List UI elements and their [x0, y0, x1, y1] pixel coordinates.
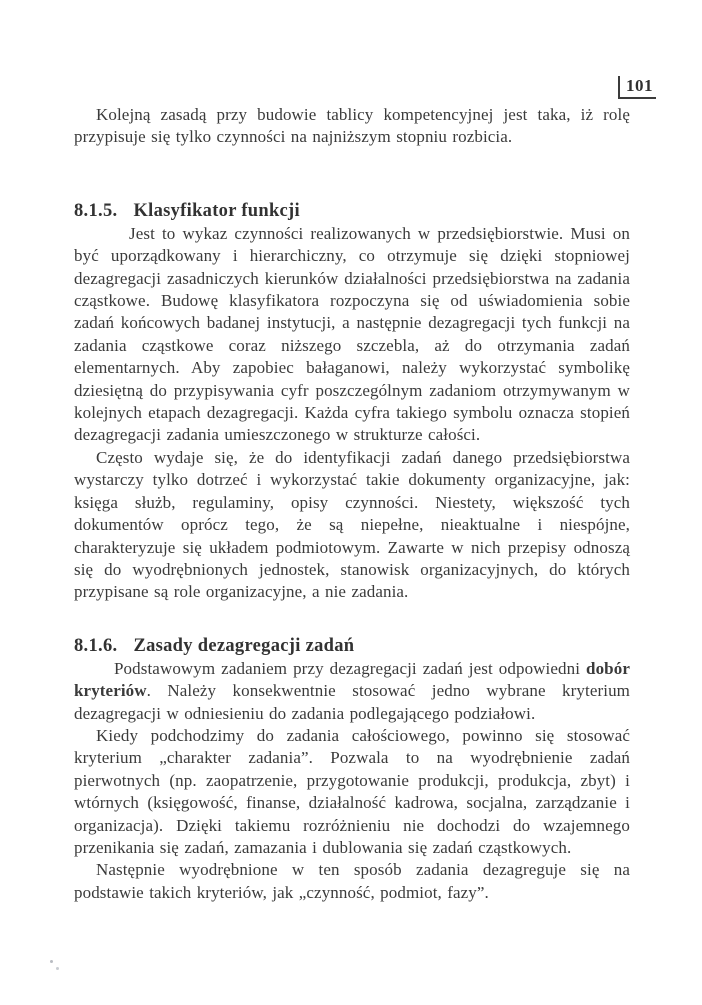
- paragraph-text-post: . Należy konsekwentnie stosować jedno wybrane kryterium dezagregacji w odniesieniu do zadania podlegającego podziałowi.: [74, 681, 630, 723]
- paragraph-zasady-1: [74, 658, 630, 725]
- section-number: 8.1.5.: [74, 200, 118, 221]
- paragraph-zasady-2: Kiedy podchodzimy do zadania całościowego, powinno się stosować kryterium „charakter zadania”. Pozwala to na wyodrębnienie zadań pierwotnych (np. zaopatrzenie, przygotowanie produkcji, produkcja, zbyt) i wtórnych (księgowość, finanse, działalność kadrowa, socjalna, zarządzanie i organizacja). Dzięki takiemu rozróżnieniu nie dochodzi do wzajemnego przenikania się zadań, zamazania i dublowania się zadań cząstkowych.: [74, 725, 630, 857]
- scan-artifact: [50, 960, 53, 963]
- section-title: Zasady dezagregacji zadań: [133, 635, 355, 656]
- section-title: Klasyfikator funkcji: [133, 200, 300, 221]
- paragraph-text-pre: Podstawowym zadaniem przy dezagregacji zadań jest odpowiedni: [114, 658, 587, 678]
- paragraph-klasyfikator-2: Często wydaje się, że do identyfikacji zadań danego przedsiębiorstwa wystarczy tylko dotrzeć i wykorzystać takie dokumenty organizacyjne, jak: księga służb, regulaminy, opisy czynności. Niestety, większość tych dokumentów oprócz tego, że są niepełne, nieaktualne i niespójne, charakteryzuje się układem podmiotowym. Zawarte w nich przepisy odnoszą się do wyodrębnionych jednostek, stanowisk organizacyjnych, do których przypisane są role organizacyjne, a nie zadania.: [74, 447, 630, 602]
- emphasized-phrase: dobór kryteriów: [74, 658, 630, 701]
- section-heading-8-1-6: [74, 634, 630, 658]
- page-number: 101: [618, 76, 656, 99]
- section-heading-8-1-5: [74, 199, 630, 223]
- paragraph-klasyfikator-1: Jest to wykaz czynności realizowanych w przedsiębiorstwie. Musi on być uporządkowany i hierarchiczny, co otrzymuje się dzięki stopniowej dezagregacji zasadniczych kierunków działalności przedsiębiorstwa na zadania cząstkowe. Budowę klasyfikatora rozpoczyna się od uświadomienia sobie zadań końcowych badanej instytucji, a następnie dezagregacji tych funkcji na zadania cząstkowe coraz niższego szczebla, aż do otrzymania zadań elementarnych. Aby zapobiec bałaganowi, należy wykorzystać symbolikę dziesiętną do przypisywania cyfr poszczególnym zadaniom otrzymywanym w kolejnych etapach dezagregacji. Każda cyfra takiego symbolu oznacza stopień dezagregacji zadania umieszczonego w strukturze całości.: [74, 223, 630, 445]
- intro-paragraph: Kolejną zasadą przy budowie tablicy kompetencyjnej jest taka, iż rolę przypisuje się tylko czynności na najniższym stopniu rozbicia.: [74, 105, 630, 147]
- paragraph-zasady-3: Następnie wyodrębnione w ten sposób zadania dezagreguje się na podstawie takich kryteriów, jak „czynność, podmiot, fazy”.: [74, 860, 630, 902]
- section-number: 8.1.6.: [74, 635, 118, 656]
